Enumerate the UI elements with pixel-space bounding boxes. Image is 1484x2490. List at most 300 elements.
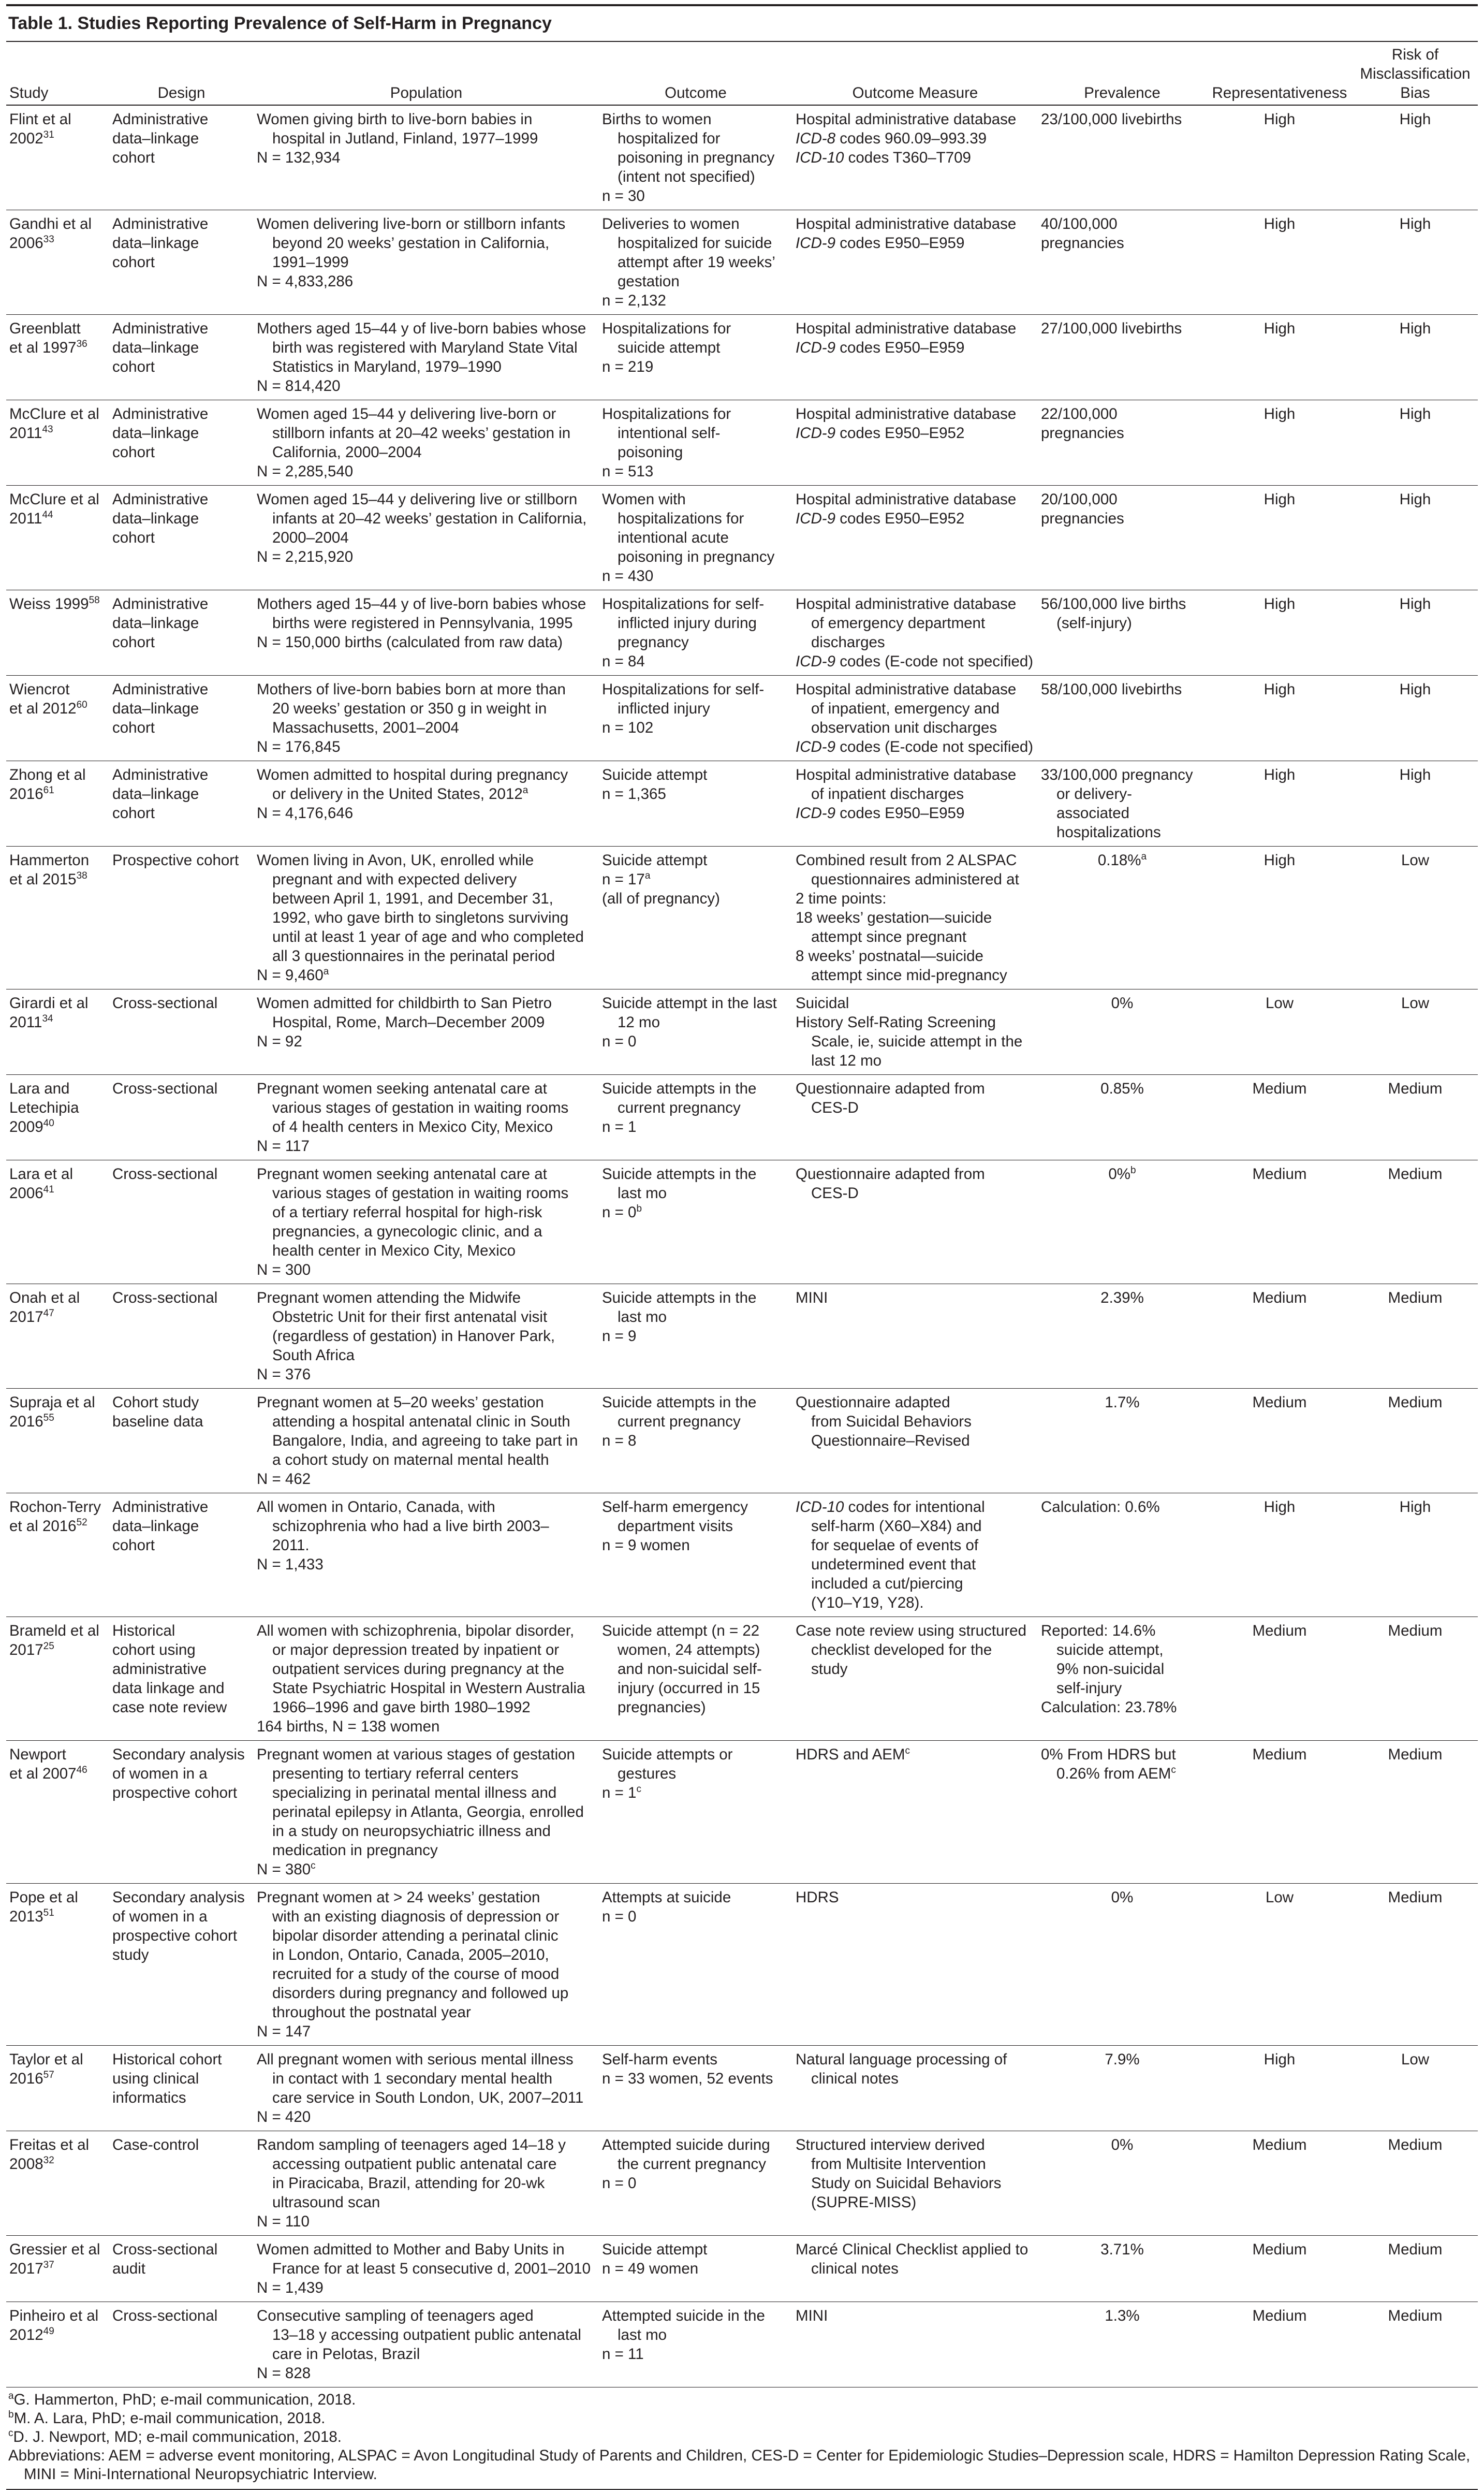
study-name-line: 2006 (9, 1185, 43, 1202)
measure-line: observation unit discharges (811, 719, 997, 736)
cell-risk-of-bias: High (1353, 676, 1478, 761)
population-n-text: N = 2,285,540 (257, 463, 354, 480)
cell-outcome (599, 1160, 792, 1284)
outcome-n-sup: a (644, 870, 651, 882)
cell-study (6, 315, 109, 400)
measure-line (796, 424, 1035, 443)
outcome-n (602, 2069, 789, 2088)
population-line: Obstetric Unit for their first antenatal visit (272, 1308, 548, 1326)
prevalence-line (1041, 1164, 1203, 1184)
measure-line: Scale, ie, suicide attempt in the (811, 1033, 1023, 1050)
col-header-risk-line1: Risk of (1391, 46, 1439, 63)
population-line: care in Pelotas, Brazil (272, 2346, 420, 2363)
study-name-line: McClure et al (9, 405, 99, 423)
cell-prevalence (1038, 761, 1207, 847)
prevalence-line: suicide attempt, (1056, 1641, 1164, 1658)
cell-population (254, 847, 599, 989)
measure-line: 8 weeks’ postnatal—suicide (796, 948, 983, 965)
cell-measure (792, 210, 1038, 315)
population-line: perinatal epilepsy in Atlanta, Georgia, enrolled (272, 1803, 584, 1821)
study-name-line: Flint et al (9, 111, 71, 128)
measure-line: Suicidal (796, 995, 849, 1012)
cell-outcome (599, 2131, 792, 2236)
study-name-line: 2009 (9, 1118, 43, 1135)
outcome-n-text: n = 513 (602, 463, 654, 480)
study-name-line: et al 2016 (9, 1518, 77, 1535)
design-line: cohort (112, 1537, 155, 1554)
measure-line: from Suicidal Behaviors (811, 1413, 972, 1430)
measure-text: codes (E-code not specified) (835, 653, 1034, 670)
measure-sup: c (905, 1745, 910, 1757)
study-ref: 47 (43, 1308, 54, 1319)
design-line: administrative (112, 1661, 207, 1678)
measure-text: codes E950–E952 (835, 510, 965, 527)
design-line: data–linkage (112, 700, 199, 717)
cell-outcome (599, 590, 792, 676)
cell-design (109, 400, 254, 486)
cell-measure (792, 105, 1038, 210)
outcome-line: hospitalizations for (618, 510, 744, 527)
population-n (257, 1137, 596, 1156)
cell-prevalence (1038, 1617, 1207, 1741)
measure-line: MINI (796, 2307, 828, 2324)
prevalence-value: Calculation: 0.6% (1041, 1498, 1160, 1516)
cell-representativeness: Medium (1207, 1075, 1353, 1160)
outcome-line: Suicide attempts in the (602, 1394, 757, 1411)
outcome-n-text: n = 9 (602, 1328, 637, 1345)
cell-representativeness: High (1207, 210, 1353, 315)
cell-prevalence (1038, 2046, 1207, 2131)
study-name-line: 2002 (9, 130, 43, 147)
design-line: Cross-sectional (112, 1080, 218, 1097)
measure-text: codes E950–E959 (835, 805, 965, 822)
cell-representativeness: Low (1207, 1884, 1353, 2046)
cell-population (254, 2236, 599, 2302)
table-row (6, 989, 1478, 1075)
study-name-line: McClure et al (9, 491, 99, 508)
outcome-n-text: n = 2,132 (602, 292, 666, 309)
design-line: data linkage and (112, 1680, 225, 1697)
outcome-n-text: n = 0 (602, 1908, 637, 1925)
cell-representativeness: High (1207, 486, 1353, 590)
cell-prevalence (1038, 315, 1207, 400)
design-line: Cross-sectional (112, 2241, 218, 2258)
table-row (6, 486, 1478, 590)
cell-representativeness: High (1207, 847, 1353, 989)
col-header-risk (1353, 42, 1478, 105)
measure-line: (Y10–Y19, Y28). (811, 1594, 924, 1611)
col-header-risk-line3: Bias (1400, 84, 1430, 101)
study-name-line: 2016 (9, 2070, 43, 2087)
cell-design (109, 1160, 254, 1284)
outcome-line: last mo (618, 2326, 667, 2343)
cell-representativeness: Medium (1207, 1284, 1353, 1389)
study-name-line: et al 2015 (9, 871, 77, 888)
population-n-text: N = 380 (257, 1861, 311, 1878)
measure-text: HDRS and AEM (796, 1746, 905, 1763)
design-line: Prospective cohort (112, 852, 239, 869)
cell-population (254, 315, 599, 400)
outcome-line: hospitalized for suicide (618, 235, 772, 252)
cell-measure (792, 1617, 1038, 1741)
measure-line: clinical notes (811, 2070, 899, 2087)
measure-line: Study on Suicidal Behaviors (811, 2175, 1002, 2192)
cell-study (6, 1884, 109, 2046)
population-line: Women aged 15–44 y delivering live-born or (257, 405, 556, 423)
study-name-line: 2013 (9, 1908, 43, 1925)
outcome-line: Hospitalizations for self- (602, 595, 765, 613)
prevalence-line (1041, 110, 1203, 129)
prevalence-line (1041, 1764, 1203, 1783)
cell-measure (792, 2236, 1038, 2302)
prevalence-line (1041, 994, 1203, 1013)
cell-population (254, 989, 599, 1075)
study-name-line: 2011 (9, 510, 42, 527)
study-name-line: et al 1997 (9, 339, 77, 356)
footnote-a-mark: a (8, 2391, 14, 2402)
design-line: Cohort study (112, 1394, 199, 1411)
table-row (6, 315, 1478, 400)
cell-outcome (599, 2046, 792, 2131)
study-ref: 57 (43, 2070, 54, 2081)
population-line: births were registered in Pennsylvania, 1995 (272, 615, 573, 632)
measure-text: codes E950–E959 (835, 339, 965, 356)
table-row (6, 1389, 1478, 1493)
population-line: pregnancies, a gynecologic clinic, and a (272, 1223, 542, 1240)
prevalence-value: 20/100,000 pregnancies (1041, 491, 1124, 527)
outcome-n (602, 291, 789, 310)
outcome-n-text: n = 1 (602, 1784, 637, 1801)
design-line: Administrative (112, 320, 209, 337)
population-n (257, 1469, 596, 1489)
population-line: or major depression treated by inpatient or (272, 1641, 560, 1658)
prevalence-line (1041, 851, 1203, 870)
population-n-sup: c (311, 1860, 316, 1872)
population-line: 13–18 y accessing outpatient public antenatal (272, 2326, 581, 2343)
measure-line: included a cut/piercing (811, 1575, 963, 1592)
design-line: Cross-sectional (112, 995, 218, 1012)
outcome-line: gestures (618, 1765, 677, 1782)
study-name-last (9, 338, 106, 357)
outcome-n-sup: b (636, 1203, 642, 1215)
measure-line (796, 1745, 1035, 1764)
population-line: in Piracicaba, Brazil, attending for 20-wk (272, 2175, 545, 2192)
population-line: State Psychiatric Hospital in Western Australia (272, 1680, 585, 1697)
study-name-last (9, 594, 106, 614)
cell-measure (792, 1160, 1038, 1284)
cell-population (254, 676, 599, 761)
measure-text: codes 960.09–993.39 (835, 130, 987, 147)
outcome-line: inflicted injury during (618, 615, 757, 632)
measure-line: Questionnaire adapted from (796, 1080, 985, 1097)
cell-risk-of-bias: Medium (1353, 2236, 1478, 2302)
cell-measure (792, 2302, 1038, 2387)
prevalence-line: 9% non-suicidal (1056, 1661, 1165, 1678)
population-text: or delivery in the United States, 2012 (272, 785, 523, 803)
population-n (257, 272, 596, 291)
outcome-n-text: n = 1,365 (602, 785, 666, 803)
population-line: Mothers of live-born babies born at more than (257, 681, 566, 698)
col-header-population: Population (254, 42, 599, 105)
measure-code: ICD-9 (796, 738, 836, 755)
study-name-line: 2017 (9, 1308, 43, 1326)
footnote-b-mark: b (8, 2409, 14, 2421)
population-line: stillborn infants at 20–42 weeks’ gestation in (272, 425, 571, 442)
cell-study (6, 400, 109, 486)
measure-line: Questionnaire adapted (796, 1394, 950, 1411)
study-name-line: Greenblatt (9, 320, 81, 337)
study-name-line: Rochon-Terry (9, 1498, 101, 1516)
population-n-text: N = 300 (257, 1261, 311, 1278)
outcome-line: Attempted suicide in the (602, 2307, 765, 2324)
cell-outcome (599, 2302, 792, 2387)
cell-design (109, 1884, 254, 2046)
cell-study (6, 1741, 109, 1884)
cell-prevalence (1038, 590, 1207, 676)
table-row (6, 1617, 1478, 1741)
study-name-line: 2011 (9, 425, 42, 442)
measure-code: ICD-9 (796, 425, 836, 442)
population-line: specializing in perinatal mental illness and (272, 1784, 557, 1801)
cell-measure (792, 400, 1038, 486)
population-line: throughout the postnatal year (272, 2004, 471, 2021)
study-ref: 37 (43, 2260, 54, 2271)
population-n-text: N = 176,845 (257, 738, 341, 755)
population-line: Women delivering live-born or stillborn infants (257, 215, 566, 232)
cell-risk-of-bias: High (1353, 486, 1478, 590)
population-line: hospital in Jutland, Finland, 1977–1999 (272, 130, 538, 147)
table-row (6, 210, 1478, 315)
outcome-n (602, 1327, 789, 1346)
cell-measure (792, 1284, 1038, 1389)
population-n-text: 164 births, N = 138 women (257, 1718, 440, 1735)
cell-outcome (599, 989, 792, 1075)
cell-representativeness: Medium (1207, 2131, 1353, 2236)
outcome-n (602, 357, 789, 376)
population-line: various stages of gestation in waiting rooms (272, 1099, 569, 1116)
cell-risk-of-bias: Low (1353, 2046, 1478, 2131)
col-header-design: Design (109, 42, 254, 105)
measure-text: codes T360–T709 (844, 149, 971, 166)
table-notes (6, 2387, 1478, 2490)
population-line: of a tertiary referral hospital for high-risk (272, 1204, 542, 1221)
population-line: Pregnant women at various stages of gestation (257, 1746, 575, 1763)
prevalence-value: 0% (1111, 1889, 1134, 1906)
design-line: Cross-sectional (112, 1166, 218, 1183)
population-line: Hospital, Rome, March–December 2009 (272, 1014, 545, 1031)
population-line: pregnant and with expected delivery (272, 871, 517, 888)
design-line: data–linkage (112, 615, 199, 632)
outcome-line: 12 mo (618, 1014, 660, 1031)
population-n (257, 148, 596, 167)
design-line: cohort (112, 149, 155, 166)
measure-line: attempt since pregnant (811, 928, 967, 945)
outcome-n (602, 2174, 789, 2193)
study-name-line: Onah et al (9, 1289, 80, 1306)
study-ref: 41 (43, 1184, 54, 1196)
outcome-n (602, 186, 789, 206)
table-row (6, 105, 1478, 210)
cell-population (254, 210, 599, 315)
outcome-n (602, 784, 789, 804)
cell-prevalence (1038, 1741, 1207, 1884)
cell-outcome (599, 761, 792, 847)
measure-line: Questionnaire adapted from (796, 1166, 985, 1183)
study-name-line: et al 2012 (9, 700, 77, 717)
cell-measure (792, 2131, 1038, 2236)
population-line: Pregnant women attending the Midwife (257, 1289, 521, 1306)
cell-measure (792, 989, 1038, 1075)
measure-code: ICD-8 (796, 130, 836, 147)
prevalence-line: (self-injury) (1056, 615, 1132, 632)
population-n-text: N = 92 (257, 1033, 302, 1050)
outcome-line: pregnancy (618, 634, 689, 651)
outcome-n-text: n = 84 (602, 653, 645, 670)
study-name-line: Lara et al (9, 1166, 73, 1183)
measure-code: ICD-10 (796, 149, 844, 166)
prevalence-line (1041, 2240, 1203, 2259)
outcome-line: Suicide attempt (602, 766, 708, 783)
prevalence-value: 0.26% from AEM (1056, 1765, 1171, 1782)
study-name-line: Supraja et al (9, 1394, 95, 1411)
study-name-line: Freitas et al (9, 2136, 90, 2153)
prevalence-line (1041, 680, 1203, 699)
study-name-line: 2017 (9, 1641, 43, 1658)
cell-risk-of-bias: High (1353, 761, 1478, 847)
cell-design (109, 1389, 254, 1493)
population-line: Women admitted to hospital during pregnancy (257, 766, 568, 783)
measure-line: Hospital administrative database (796, 766, 1017, 783)
cell-design (109, 1284, 254, 1389)
cell-measure (792, 1741, 1038, 1884)
outcome-line: last mo (618, 1308, 667, 1326)
cell-outcome (599, 1493, 792, 1617)
cell-representativeness: High (1207, 590, 1353, 676)
population-line: Women admitted to Mother and Baby Units in (257, 2241, 565, 2258)
study-name-line: Hammerton (9, 852, 90, 869)
table-row (6, 590, 1478, 676)
cell-risk-of-bias: Medium (1353, 1284, 1478, 1389)
population-n-text: N = 1,433 (257, 1556, 324, 1573)
measure-line: Hospital administrative database (796, 215, 1017, 232)
population-n (257, 1860, 596, 1879)
study-name-line: Gandhi et al (9, 215, 92, 232)
study-name-last (9, 2259, 106, 2278)
study-name-line: Weiss 1999 (9, 595, 89, 613)
population-n-text: N = 4,176,646 (257, 805, 354, 822)
study-name-last (9, 870, 106, 889)
design-line: data–linkage (112, 130, 199, 147)
population-line: 1966–1996 and gave birth 1980–1992 (272, 1699, 531, 1716)
cell-measure (792, 315, 1038, 400)
population-n (257, 462, 596, 481)
cell-study (6, 1075, 109, 1160)
cell-measure (792, 1075, 1038, 1160)
cell-outcome (599, 676, 792, 761)
cell-risk-of-bias: Medium (1353, 1741, 1478, 1884)
table-body (6, 105, 1478, 2387)
prevalence-value: 0% (1111, 995, 1134, 1012)
population-n-text: N = 150,000 births (calculated from raw data) (257, 634, 563, 651)
footnote-b (8, 2409, 1476, 2428)
study-ref: 32 (43, 2155, 54, 2166)
design-line: data–linkage (112, 510, 199, 527)
outcome-line: injury (occurred in 15 (618, 1680, 760, 1697)
design-line: Administrative (112, 681, 209, 698)
population-line: All women in Ontario, Canada, with (257, 1498, 495, 1516)
design-line: cohort (112, 634, 155, 651)
population-n-text: N = 1,439 (257, 2279, 324, 2296)
outcome-n (602, 870, 789, 889)
prevalence-value: 1.3% (1105, 2307, 1140, 2324)
study-name-line: Wiencrot (9, 681, 70, 698)
prevalence-line (1041, 214, 1203, 253)
population-n (257, 2022, 596, 2041)
cell-study (6, 2046, 109, 2131)
cell-risk-of-bias: High (1353, 1493, 1478, 1617)
measure-line: checklist developed for the (811, 1641, 992, 1658)
cell-population (254, 486, 599, 590)
population-line: Pregnant women seeking antenatal care at (257, 1166, 547, 1183)
study-name-line: Zhong et al (9, 766, 86, 783)
outcome-line: poisoning in pregnancy (618, 149, 775, 166)
cell-outcome (599, 1284, 792, 1389)
design-line: prospective cohort (112, 1784, 238, 1801)
study-name-line: 2016 (9, 1413, 43, 1430)
outcome-n (602, 566, 789, 586)
outcome-n (602, 1203, 789, 1222)
study-name-line: Gressier et al (9, 2241, 100, 2258)
outcome-n (602, 2345, 789, 2364)
measure-line (796, 129, 1035, 148)
measure-line: Combined result from 2 ALSPAC (796, 852, 1017, 869)
study-ref: 61 (43, 785, 54, 796)
table-title: Table 1. Studies Reporting Prevalence of Self-Harm in Pregnancy (6, 6, 1478, 42)
study-name-last (9, 1764, 106, 1783)
footnote-a (8, 2391, 1476, 2409)
population-line: disorders during pregnancy and followed up (272, 1985, 569, 2002)
measure-line: of inpatient discharges (811, 785, 964, 803)
study-name-last (9, 1412, 106, 1431)
outcome-line: Suicide attempt (602, 852, 708, 869)
study-ref: 31 (43, 129, 54, 141)
table-row (6, 400, 1478, 486)
measure-code: ICD-9 (796, 510, 836, 527)
measure-line: for sequelae of events of (811, 1537, 979, 1554)
cell-population (254, 1284, 599, 1389)
footnote-c-mark: c (8, 2428, 13, 2439)
outcome-n-note: (all of pregnancy) (602, 890, 720, 907)
design-line: of women in a (112, 1765, 208, 1782)
measure-line: 2 time points: (796, 890, 887, 907)
measure-line (796, 804, 1035, 823)
population-line: Women living in Avon, UK, enrolled while (257, 852, 534, 869)
population-line: between April 1, 1991, and December 31, (272, 890, 553, 907)
cell-study (6, 2302, 109, 2387)
measure-code: ICD-9 (796, 653, 836, 670)
cell-risk-of-bias: Medium (1353, 2302, 1478, 2387)
prevalence-value: 23/100,000 livebirths (1041, 111, 1182, 128)
cell-design (109, 676, 254, 761)
design-line: Administrative (112, 111, 209, 128)
cell-population (254, 2046, 599, 2131)
cell-risk-of-bias: High (1353, 400, 1478, 486)
design-line: case note review (112, 1699, 227, 1716)
population-n (257, 547, 596, 566)
measure-line: of inpatient, emergency and (811, 700, 1000, 717)
population-n-text: N = 420 (257, 2108, 311, 2125)
col-header-study: Study (6, 42, 109, 105)
